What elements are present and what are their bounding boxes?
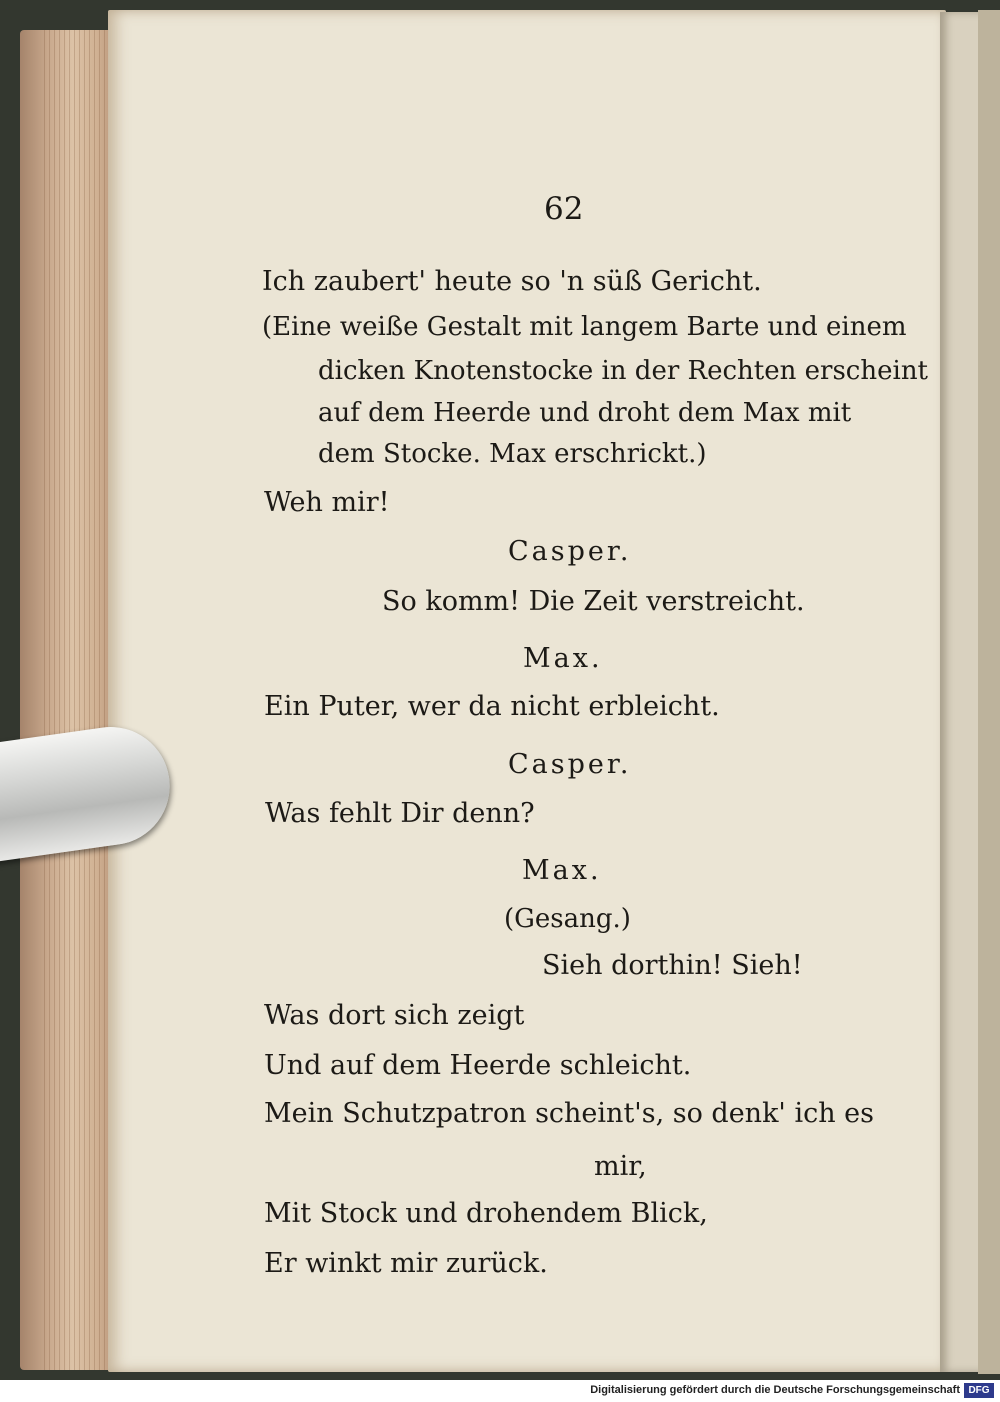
speaker-name: Casper.: [508, 536, 632, 567]
dfg-logo: DFG: [964, 1383, 994, 1398]
verse-line: Ich zaubert' heute so 'n süß Gericht.: [262, 266, 762, 297]
book-page-edge-lines: [44, 30, 114, 1370]
verse-line: mir,: [594, 1151, 647, 1182]
stage-direction-line: auf dem Heerde und droht dem Max mit: [318, 398, 852, 428]
stage-direction-line: (Eine weiße Gestalt mit langem Barte und einem: [262, 312, 907, 342]
verse-line: Ein Puter, wer da nicht erbleicht.: [264, 691, 720, 722]
verse-line: Sieh dorthin! Sieh!: [542, 950, 803, 981]
speaker-name: Max.: [522, 855, 602, 886]
verse-line: Was dort sich zeigt: [264, 1000, 525, 1031]
facing-page-shadow: [978, 10, 1000, 1374]
stage-direction-line: dem Stocke. Max erschrickt.): [318, 439, 707, 469]
verse-line: Er winkt mir zurück.: [264, 1248, 548, 1279]
credit-text: Digitalisierung gefördert durch die Deutsche Forschungsgemeinschaft: [590, 1384, 960, 1396]
speaker-name: Casper.: [508, 749, 632, 780]
stage-direction-line: dicken Knotenstocke in der Rechten erscheint: [318, 356, 929, 386]
verse-line: Weh mir!: [264, 487, 390, 518]
page-number: 62: [544, 191, 584, 227]
stage-direction-line: (Gesang.): [504, 904, 631, 934]
verse-line: Mein Schutzpatron scheint's, so denk' ich es: [264, 1098, 875, 1129]
verse-line: So komm! Die Zeit verstreicht.: [382, 586, 805, 617]
verse-line: Was fehlt Dir denn?: [265, 798, 535, 829]
speaker-name: Max.: [523, 643, 603, 674]
credit-bar: [0, 1380, 1000, 1402]
verse-line: Mit Stock und drohendem Blick,: [264, 1198, 708, 1229]
verse-line: Und auf dem Heerde schleicht.: [264, 1050, 692, 1081]
